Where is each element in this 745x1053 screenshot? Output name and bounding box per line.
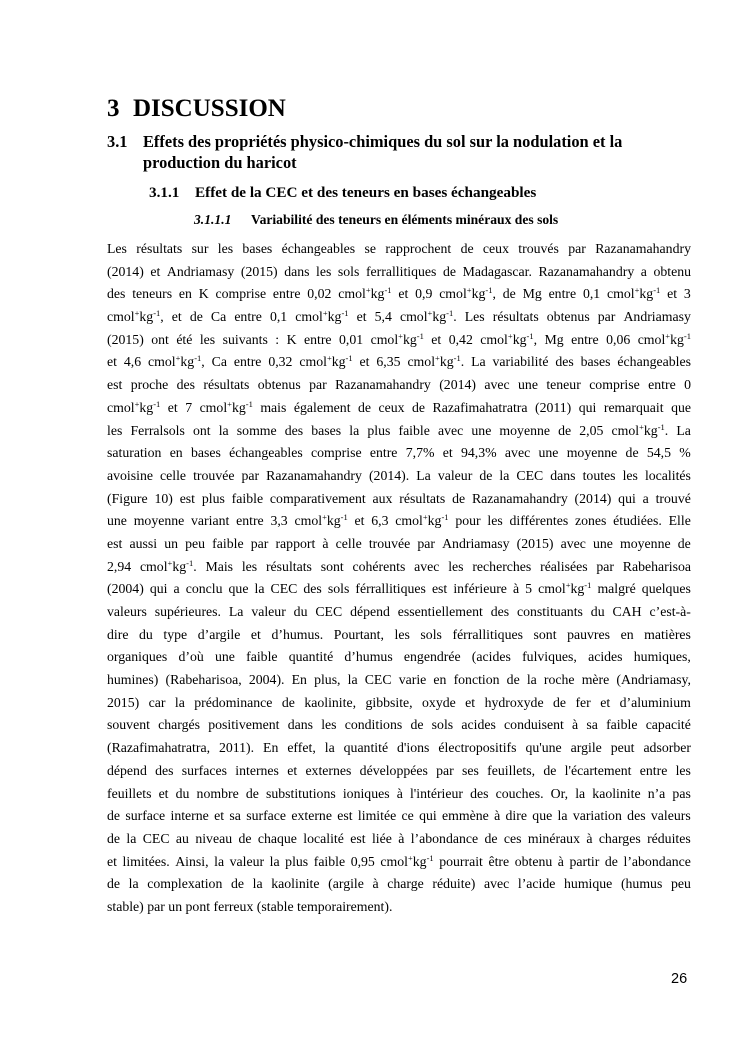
paragraph-line: dire du type d’argile et d’humus. Pourtant, les sols férrallitiques sont pauvres en matières — [107, 626, 691, 642]
heading-number: 3 — [107, 95, 120, 122]
subsubheading-title: Effet de la CEC et des teneurs en bases échangeables — [195, 184, 537, 201]
paragraph-line: et 4,6 $cmol^+kg^{-1}$, Ca entre 0,32 $cmol^+kg^{-1}$ et 6,35 $cmol^+kg^{-1}$. La variabilité des bases échangeables — [107, 353, 691, 370]
paragraph-line: de la complexation de la kaolinite (argile à charge réduite) avec l’acide humique (humus peu — [107, 876, 691, 892]
heading-discussion — [107, 93, 286, 125]
subsubheading-cec — [149, 183, 536, 203]
paragraph-line: 2015) car la prédominance de kaolinite, gibbsite, oxyde et hydroxyde de fer et d’aluminium — [107, 694, 691, 710]
page-number: 26 — [671, 971, 688, 987]
paragraph-line: est aussi un peu faible par rapport à celle trouvée par Andriamasy (2015) avec une moyenne de — [107, 535, 691, 551]
body-paragraph — [107, 238, 691, 919]
paragraph-line: dépend des surfaces internes et externes développées par ses feuillets, de l'écartement entre les — [107, 762, 691, 778]
paragraph-line: $cmol^+kg^{-1}$, et de Ca entre 0,1 $cmol^+kg^{-1}$ et 5,4 $cmol^+kg^{-1}$. Les résultats obtenus par Andriamasy — [107, 308, 691, 325]
subsubheading-number: 3.1.1 — [149, 184, 180, 201]
paragraph-line: (Razafimahatratra, 2011). En effet, la quantité d'ions électropositifs qu'une argile peut adsorber — [107, 740, 691, 756]
paragraph-line: (2014) et Andriamasy (2015) dans les sols ferrallitiques de Madagascar. Razanamahandry a obtenu — [107, 263, 691, 279]
paragraph-line: est proche des résultats obtenus par Razanamahandry (2014) avec une teneur comprise entre 0 — [107, 377, 691, 393]
paragraph-line: (2004) qui a conclu que la CEC des sols férrallitiques est inférieure à 5 $cmol^+kg^{-1}$ malgré quelques — [107, 580, 691, 597]
subheading-number: 3.1 — [107, 132, 128, 151]
section-variabilite — [194, 211, 558, 229]
paragraph-line: $cmol^+kg^{-1}$ et 7 $cmol^+kg^{-1}$ mais également de ceux de Razafimahatratra (2011) qui remarquait que — [107, 398, 691, 415]
paragraph-line: des teneurs en K comprise entre 0,02 $cmol^+kg^{-1}$ et 0,9 $cmol^+kg^{-1}$, de Mg entre 0,1 $cmol^+kg^{-1}$ et 3 — [107, 285, 691, 302]
paragraph-line: de la CEC au niveau de chaque localité est liée à l’abondance de ces minéraux à charges réduites — [107, 830, 691, 846]
paragraph-line: Les résultats sur les bases échangeables se rapprochent de ceux trouvés par Razanamahandry — [107, 241, 691, 256]
paragraph-line: de surface interne et sa surface externe est limitée ce qui emmène à dire que la variation des valeurs — [107, 808, 691, 824]
paragraph-line: les Ferralsols ont la somme des bases la plus faible avec une moyenne de 2,05 $cmol^+kg^{-1}$. La — [107, 421, 691, 438]
paragraph-line: saturation en bases échangeables comprise entre 7,7% et 94,3% avec une moyenne de 54,5 % — [107, 445, 691, 461]
paragraph-line: une moyenne variant entre 3,3 $cmol^+kg^{-1}$ et 6,3 $cmol^+kg^{-1}$ pour les différentes zones étudiées. Elle — [107, 512, 691, 529]
section-number: 3.1.1.1 — [194, 212, 232, 227]
paragraph-line: et limitées. Ainsi, la valeur la plus faible 0,95 $cmol^+kg^{-1}$ pourrait être obtenu à partir de l’abondance — [107, 852, 691, 869]
section-title: Variabilité des teneurs en éléments minéraux des sols — [251, 212, 559, 227]
paragraph-line: 2,94 $cmol^+kg^{-1}$. Mais les résultats sont cohérents avec les recherches réalisées par Rabeharisoa — [107, 557, 691, 574]
subheading-effets — [107, 131, 697, 173]
paragraph-line: valeurs supérieures. La valeur du CEC dépend essentiellement des constituants du CAH c’est-à- — [107, 604, 691, 619]
paragraph-line: (2015) ont été les suivants : K entre 0,01 $cmol^+kg^{-1}$ et 0,42 $cmol^+kg^{-1}$, Mg entre 0,06 $cmol^+kg^{-1}$ — [107, 330, 691, 347]
heading-title: DISCUSSION — [133, 95, 286, 122]
subheading-title: Effets des propriétés physico-chimiques du sol sur la nodulation et la production du haricot — [143, 132, 623, 172]
paragraph-line: humines) (Rabeharisoa, 2004). En plus, la CEC varie en fonction de la roche mère (Andriamasy, — [107, 672, 691, 688]
paragraph-line: souvent chargés positivement dans les conditions de sols acides conduisent à sa faible capacité — [107, 717, 691, 733]
paragraph-line: organiques d’où une faible quantité d’humus engendrée (acides fulviques, acides humiques, — [107, 649, 691, 665]
paragraph-line: avoisine celle trouvée par Razanamahandry (2014). La valeur de la CEC dans toutes les localités — [107, 467, 691, 483]
paragraph-line: stable) par un pont ferreux (stable temporairement). — [107, 898, 393, 914]
paragraph-line: (Figure 10) est plus faible comparativement aux résultats de Razanamahandry (2014) qui a trouvé — [107, 490, 691, 506]
paragraph-line: feuillets et du nombre de substitutions ioniques à l'intérieur des couches. Or, la kaolinite n’a pas — [107, 785, 691, 801]
